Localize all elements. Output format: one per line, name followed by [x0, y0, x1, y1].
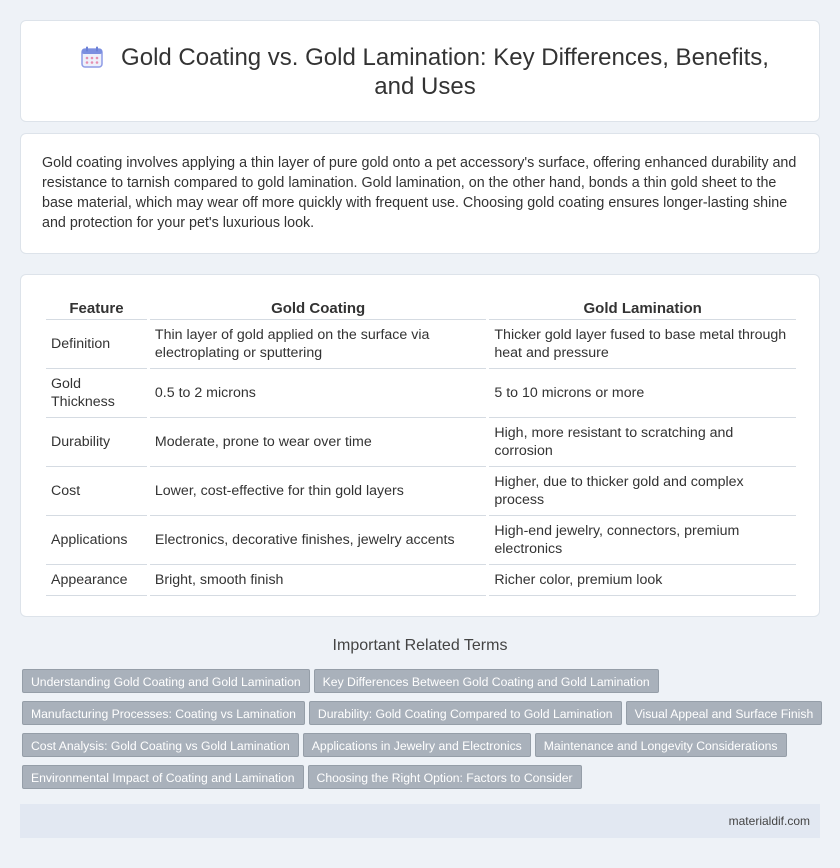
tag-row: [22, 701, 822, 733]
related-term-tag[interactable]: Manufacturing Processes: Coating vs Lamination: [22, 701, 305, 725]
tag-row: [22, 765, 822, 797]
table-row: [46, 418, 796, 467]
table-row: [46, 565, 796, 596]
related-term-tag[interactable]: Understanding Gold Coating and Gold Lamination: [22, 669, 310, 693]
intro-paragraph: Gold coating involves applying a thin layer of pure gold onto a pet accessory's surface, offering enhanced durability and resistance to tarnish compared to gold lamination. Gold lamination, on the other hand, bonds a thin gold sheet to the base material, which may wear off more quickly with frequent use. Choosing gold coating ensures longer-lasting shine and protection for your pet's luxurious look.: [42, 155, 797, 231]
related-term-tag[interactable]: Durability: Gold Coating Compared to Gold Lamination: [309, 701, 622, 725]
related-terms-heading: Important Related Terms: [332, 637, 508, 654]
lamination-cell: 5 to 10 microns or more: [489, 369, 796, 418]
header-gold-lamination: Gold Lamination: [489, 296, 796, 320]
related-term-tag[interactable]: Maintenance and Longevity Considerations: [535, 733, 787, 757]
coating-cell: Bright, smooth finish: [150, 565, 486, 596]
tag-row: [22, 733, 822, 765]
lamination-cell: High, more resistant to scratching and corrosion: [489, 418, 796, 467]
tag-row: [22, 669, 822, 701]
lamination-cell: Thicker gold layer fused to base metal through heat and pressure: [489, 320, 796, 369]
feature-cell: Cost: [46, 467, 147, 516]
page-title: Gold Coating vs. Gold Lamination: Key Differences, Benefits, and Uses: [121, 44, 769, 100]
coating-cell: Electronics, decorative finishes, jewelry accents: [150, 516, 486, 565]
page-title-wrap: [61, 43, 789, 101]
header-feature: Feature: [46, 296, 147, 320]
header-gold-coating: Gold Coating: [150, 296, 486, 320]
coating-cell: 0.5 to 2 microns: [150, 369, 486, 418]
title-card: [20, 20, 820, 122]
feature-cell: Durability: [46, 418, 147, 467]
table-header-row: [46, 296, 796, 320]
table-row: [46, 369, 796, 418]
calendar-icon: [81, 46, 103, 68]
related-term-tag[interactable]: Applications in Jewelry and Electronics: [303, 733, 531, 757]
related-term-tag[interactable]: Environmental Impact of Coating and Lamination: [22, 765, 304, 789]
table-row: [46, 467, 796, 516]
feature-cell: Definition: [46, 320, 147, 369]
comparison-table: [43, 296, 799, 596]
lamination-cell: High-end jewelry, connectors, premium electronics: [489, 516, 796, 565]
comparison-card: [20, 274, 820, 617]
lamination-cell: Richer color, premium look: [489, 565, 796, 596]
related-term-tag[interactable]: Visual Appeal and Surface Finish: [626, 701, 823, 725]
related-terms-list: [22, 669, 822, 797]
related-term-tag[interactable]: Choosing the Right Option: Factors to Consider: [308, 765, 582, 789]
coating-cell: Moderate, prone to wear over time: [150, 418, 486, 467]
footer-site-link[interactable]: materialdif.com: [728, 814, 810, 828]
footer-bar: [20, 804, 820, 838]
intro-card: [20, 133, 820, 254]
related-term-tag[interactable]: Cost Analysis: Gold Coating vs Gold Lamination: [22, 733, 299, 757]
lamination-cell: Higher, due to thicker gold and complex process: [489, 467, 796, 516]
coating-cell: Lower, cost-effective for thin gold layers: [150, 467, 486, 516]
table-row: [46, 516, 796, 565]
feature-cell: Appearance: [46, 565, 147, 596]
feature-cell: Gold Thickness: [46, 369, 147, 418]
related-term-tag[interactable]: Key Differences Between Gold Coating and Gold Lamination: [314, 669, 659, 693]
coating-cell: Thin layer of gold applied on the surface via electroplating or sputtering: [150, 320, 486, 369]
table-row: [46, 320, 796, 369]
feature-cell: Applications: [46, 516, 147, 565]
